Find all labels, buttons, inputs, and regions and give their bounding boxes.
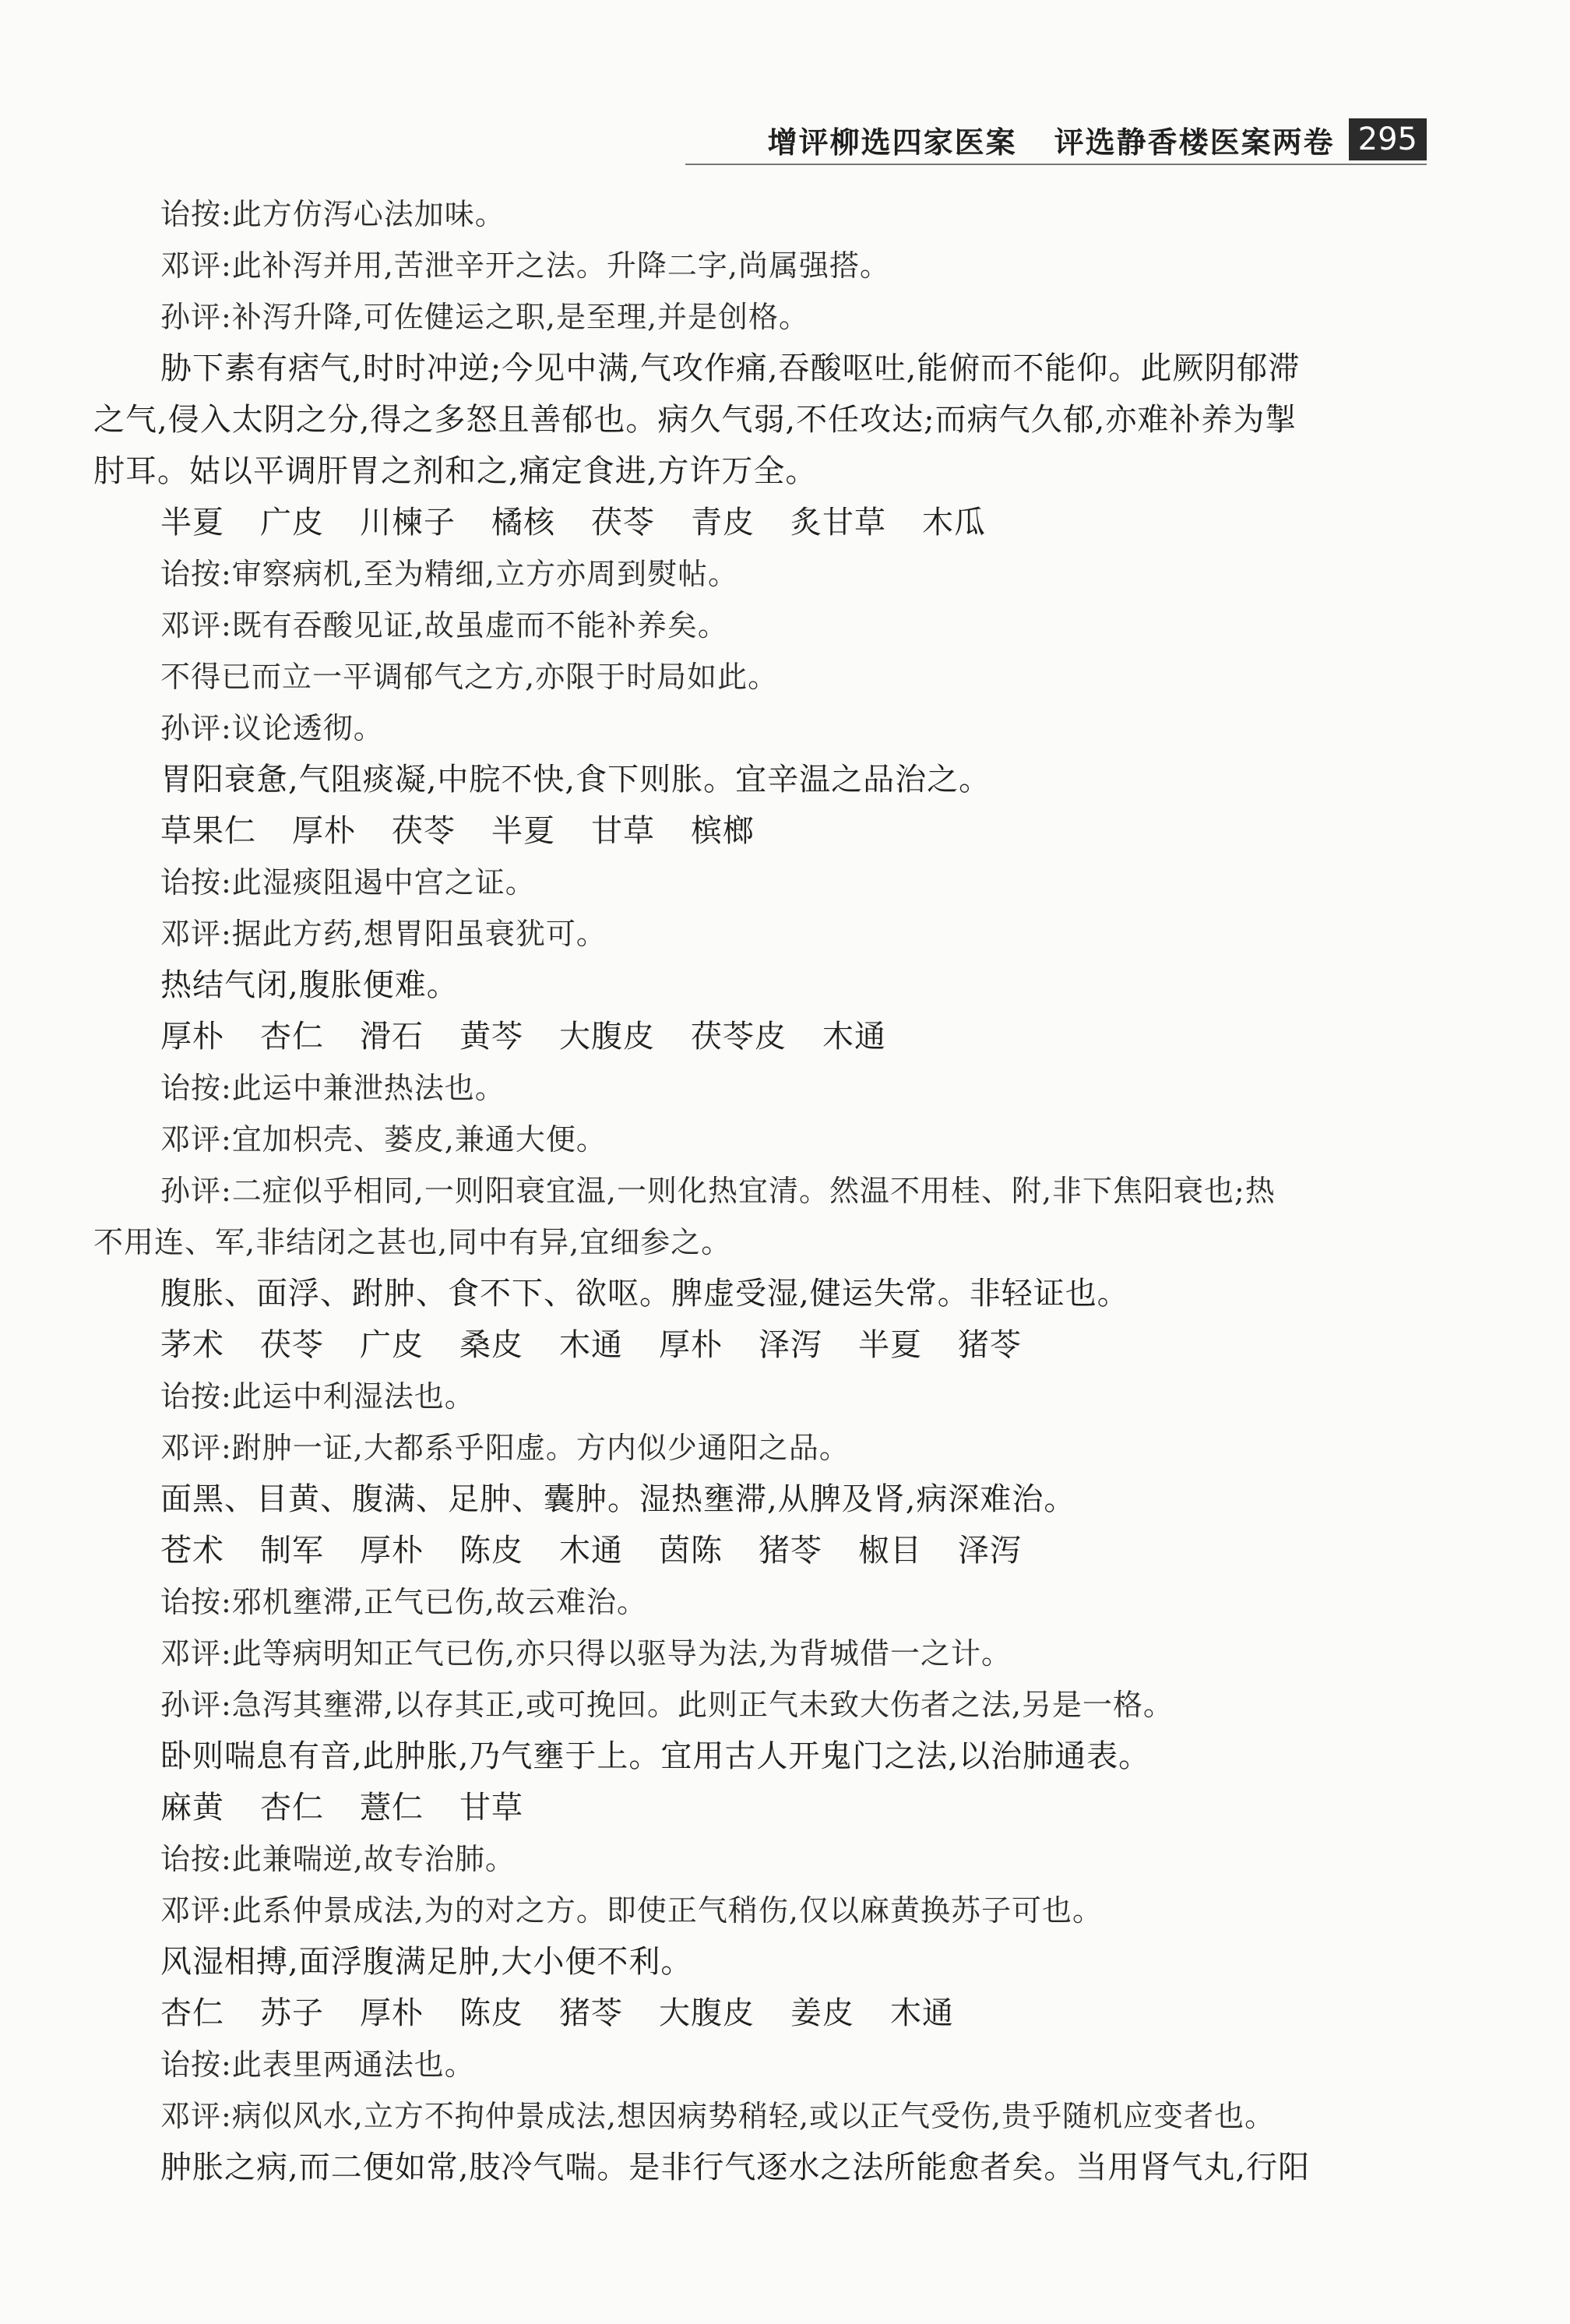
commentary-line: 诒按:此表里两通法也。	[160, 2048, 475, 2082]
commentary-line: 邓评:此系仲景成法,为的对之方。即使正气稍伤,仅以麻黄换苏子可也。	[160, 1893, 1103, 1928]
prescription-line	[93, 1011, 1433, 1062]
commentary-line: 诒按:此运中利湿法也。	[160, 1379, 475, 1414]
case-text-line: 面黑、目黄、腹满、足肿、囊肿。湿热壅滞,从脾及肾,病深难治。	[160, 1481, 1076, 1517]
page-body	[93, 188, 1433, 2193]
herb-name: 茵陈	[659, 1533, 723, 1569]
herb-name: 大腹皮	[559, 1019, 655, 1055]
herb-name: 杏仁	[160, 1995, 224, 2031]
herb-name: 滑石	[360, 1019, 424, 1055]
commentary-line: 邓评:此补泻并用,苦泄辛开之法。升降二字,尚属强搭。	[160, 248, 890, 283]
herb-name: 陈皮	[459, 1533, 523, 1569]
case-text-line: 热结气闭,腹胀便难。	[160, 967, 459, 1003]
herb-name: 半夏	[858, 1327, 922, 1363]
book-title: 增评柳选四家医案	[767, 125, 1017, 160]
case-text-line: 风湿相搏,面浮腹满足肿,大小便不利。	[160, 1944, 693, 1980]
herb-name: 泽泻	[958, 1533, 1022, 1569]
herb-name: 木通	[822, 1019, 886, 1055]
herb-name: 杏仁	[260, 1790, 324, 1826]
prescription-line	[93, 1782, 1433, 1833]
herb-name: 炙甘草	[790, 505, 886, 541]
herb-name: 茅术	[160, 1327, 224, 1363]
herb-name: 半夏	[491, 813, 555, 849]
herb-name: 桑皮	[459, 1327, 523, 1363]
herb-name: 木瓜	[922, 505, 986, 541]
commentary-line: 诒按:此方仿泻心法加味。	[160, 197, 505, 231]
commentary-line: 邓评:跗肿一证,大都系乎阳虚。方内似少通阳之品。	[160, 1431, 850, 1465]
commentary-line: 孙评:议论透彻。	[160, 711, 384, 745]
commentary-line: 邓评:据此方药,想胃阳虽衰犹可。	[160, 917, 607, 951]
running-header	[685, 117, 1427, 162]
case-text-line: 腹胀、面浮、跗肿、食不下、欲呕。脾虚受湿,健运失常。非轻证也。	[160, 1276, 1129, 1312]
section-title: 评选静香楼医案两卷	[1054, 125, 1335, 160]
herb-name: 陈皮	[459, 1995, 523, 2031]
header-rule	[685, 164, 1427, 165]
commentary-line: 不用连、军,非结闭之甚也,同中有异,宜细参之。	[93, 1225, 732, 1259]
herb-name: 苏子	[260, 1995, 324, 2031]
commentary-line: 诒按:审察病机,至为精细,立方亦周到熨帖。	[160, 557, 738, 591]
herb-name: 厚朴	[360, 1995, 424, 2031]
case-text-line: 胁下素有痞气,时时冲逆;今见中满,气攻作痛,吞酸呕吐,能俯而不能仰。此厥阴郁滞	[160, 350, 1301, 386]
case-text-line: 卧则喘息有音,此肿胀,乃气壅于上。宜用古人开鬼门之法,以治肺通表。	[160, 1738, 1151, 1774]
commentary-line: 邓评:既有吞酸见证,故虽虚而不能补养矣。	[160, 608, 728, 643]
page-number: 295	[1349, 118, 1427, 160]
herb-name: 槟榔	[691, 813, 755, 849]
herb-name: 厚朴	[360, 1533, 424, 1569]
commentary-line: 邓评:病似风水,立方不拘仲景成法,想因病势稍轻,或以正气受伤,贵乎随机应变者也。	[160, 2099, 1276, 2133]
herb-name: 木通	[559, 1533, 623, 1569]
herb-name: 半夏	[160, 505, 224, 541]
herb-name: 黄芩	[459, 1019, 523, 1055]
herb-name: 甘草	[459, 1790, 523, 1826]
herb-name: 甘草	[591, 813, 655, 849]
herb-name: 木通	[890, 1995, 954, 2031]
herb-name: 薏仁	[360, 1790, 424, 1826]
herb-name: 茯苓	[591, 505, 655, 541]
case-text-line: 肿胀之病,而二便如常,肢冷气喘。是非行气逐水之法所能愈者矣。当用肾气丸,行阳	[160, 2150, 1311, 2185]
commentary-line: 孙评:补泻升降,可佐健运之职,是至理,并是创格。	[160, 300, 810, 334]
prescription-line	[93, 497, 1433, 548]
commentary-line: 诒按:邪机壅滞,正气已伤,故云难治。	[160, 1585, 647, 1619]
commentary-line: 诒按:此运中兼泄热法也。	[160, 1071, 505, 1105]
commentary-line: 诒按:此兼喘逆,故专治肺。	[160, 1842, 516, 1876]
case-text-line: 之气,侵入太阴之分,得之多怒且善郁也。病久气弱,不任攻达;而病气久郁,亦难补养为掣	[93, 402, 1297, 438]
herb-name: 木通	[559, 1327, 623, 1363]
herb-name: 川楝子	[360, 505, 456, 541]
herb-name: 厚朴	[659, 1327, 723, 1363]
herb-name: 苍术	[160, 1533, 224, 1569]
herb-name: 橘核	[491, 505, 555, 541]
herb-name: 杏仁	[260, 1019, 324, 1055]
commentary-line: 不得已而立一平调郁气之方,亦限于时局如此。	[160, 660, 779, 694]
commentary-line: 诒按:此湿痰阻遏中宫之证。	[160, 865, 536, 900]
herb-name: 广皮	[260, 505, 324, 541]
prescription-line	[93, 1525, 1433, 1576]
herb-name: 猪苓	[759, 1533, 822, 1569]
prescription-line	[93, 1988, 1433, 2039]
herb-name: 大腹皮	[659, 1995, 755, 2031]
herb-name: 猪苓	[958, 1327, 1022, 1363]
prescription-line	[93, 805, 1433, 857]
herb-name: 茯苓	[260, 1327, 324, 1363]
herb-name: 广皮	[360, 1327, 424, 1363]
commentary-line: 孙评:急泻其壅滞,以存其正,或可挽回。此则正气未致大伤者之法,另是一格。	[160, 1688, 1174, 1722]
herb-name: 厚朴	[160, 1019, 224, 1055]
prescription-line	[93, 1319, 1433, 1371]
commentary-line: 邓评:宜加枳壳、蒌皮,兼通大便。	[160, 1122, 607, 1157]
herb-name: 茯苓	[392, 813, 456, 849]
herb-name: 泽泻	[759, 1327, 822, 1363]
herb-name: 厚朴	[292, 813, 356, 849]
commentary-line: 孙评:二症似乎相同,一则阳衰宜温,一则化热宜清。然温不用桂、附,非下焦阳衰也;热	[160, 1174, 1276, 1208]
herb-name: 姜皮	[790, 1995, 854, 2031]
herb-name: 椒目	[858, 1533, 922, 1569]
herb-name: 青皮	[691, 505, 755, 541]
herb-name: 制军	[260, 1533, 324, 1569]
herb-name: 猪苓	[559, 1995, 623, 2031]
commentary-line: 邓评:此等病明知正气已伤,亦只得以驱导为法,为背城借一之计。	[160, 1636, 1012, 1671]
case-text-line: 肘耳。姑以平调肝胃之剂和之,痛定食进,方许万全。	[93, 453, 818, 489]
case-text-line: 胃阳衰惫,气阻痰凝,中脘不快,食下则胀。宜辛温之品治之。	[160, 762, 991, 798]
herb-name: 麻黄	[160, 1790, 224, 1826]
herb-name: 草果仁	[160, 813, 256, 849]
herb-name: 茯苓皮	[691, 1019, 787, 1055]
